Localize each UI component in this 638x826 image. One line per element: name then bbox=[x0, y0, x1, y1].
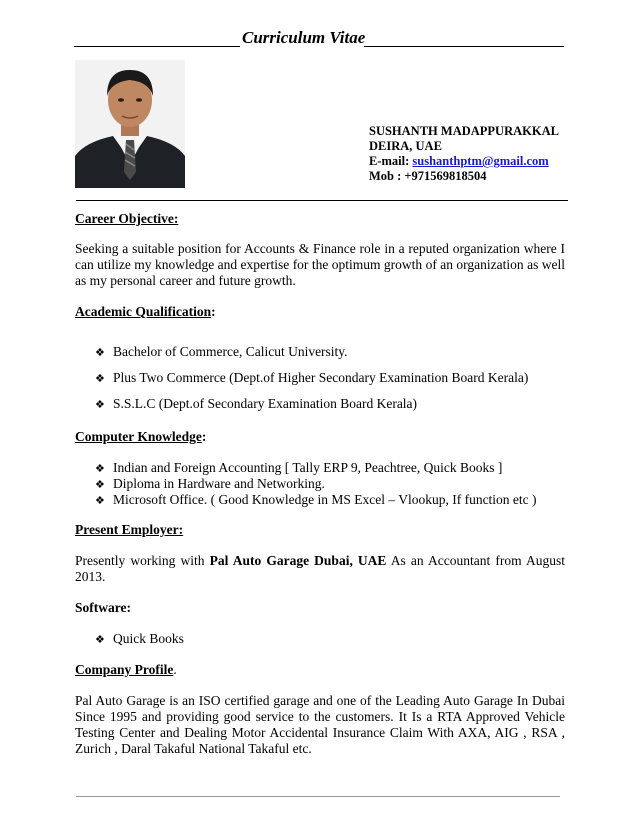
list-item: ❖ S.S.L.C (Dept.of Secondary Examination Board Kerala) bbox=[95, 396, 418, 411]
profile-photo bbox=[75, 60, 185, 188]
career-objective-text: Seeking a suitable position for Accounts & Finance role in a reputed organization where I can utilize my knowledge and expertise for the optimum growth of an organization as well as my personal career and future growth. bbox=[75, 241, 565, 288]
email-label: E-mail: bbox=[369, 154, 413, 168]
mobile-row bbox=[369, 169, 559, 184]
list-item: ❖ Microsoft Office. ( Good Knowledge in MS Excel – Vlookup, If function etc ) bbox=[95, 492, 537, 507]
list-item: ❖ Plus Two Commerce (Dept.of Higher Secondary Examination Board Kerala) bbox=[95, 370, 529, 385]
company-profile-text: Pal Auto Garage is an ISO certified garage and one of the Leading Auto Garage In Dubai Since 1995 and providing good service to the customers. It Is a RTA Approved Vehicle Testing Center and Dealing Motor Accidental Insurance Claim With AXA, AIG , RSA , Zurich , Daral Takaful National Takaful etc. bbox=[75, 693, 565, 756]
diamond-bullet-icon: ❖ bbox=[95, 633, 105, 646]
email-row bbox=[369, 154, 559, 169]
candidate-name: SUSHANTH MADAPPURAKKAL bbox=[369, 124, 559, 138]
cv-title-row bbox=[74, 28, 564, 50]
academic-heading: Academic Qualification: bbox=[75, 304, 216, 319]
academic-list bbox=[95, 339, 528, 417]
employer-company: Pal Auto Garage Dubai, UAE bbox=[209, 553, 387, 568]
list-item: ❖ Indian and Foreign Accounting [ Tally ERP 9, Peachtree, Quick Books ] bbox=[95, 460, 503, 475]
header-divider bbox=[76, 200, 568, 201]
computer-knowledge-heading: Computer Knowledge: bbox=[75, 429, 207, 444]
career-objective-heading: Career Objective: bbox=[75, 211, 179, 226]
diamond-bullet-icon: ❖ bbox=[95, 478, 105, 491]
candidate-location: DEIRA, UAE bbox=[369, 139, 442, 153]
title-rule-right bbox=[364, 46, 564, 47]
company-profile-heading: Company Profile. bbox=[75, 662, 177, 677]
present-employer-text: Presently working with Pal Auto Garage Dubai, UAE As an Accountant from August 2013. bbox=[75, 553, 565, 584]
list-item: ❖ Quick Books bbox=[95, 631, 184, 646]
software-list bbox=[95, 630, 184, 648]
list-item: ❖ Diploma in Hardware and Networking. bbox=[95, 476, 325, 491]
email-link[interactable]: sushanthptm@gmail.com bbox=[412, 154, 549, 168]
computer-knowledge-list bbox=[95, 460, 537, 508]
footer-divider bbox=[76, 796, 560, 797]
cv-title: Curriculum Vitae bbox=[242, 28, 366, 47]
mobile-label: Mob : bbox=[369, 169, 405, 183]
diamond-bullet-icon: ❖ bbox=[95, 462, 105, 475]
diamond-bullet-icon: ❖ bbox=[95, 398, 105, 411]
diamond-bullet-icon: ❖ bbox=[95, 494, 105, 507]
list-item: ❖ Bachelor of Commerce, Calicut University. bbox=[95, 344, 348, 359]
title-rule-left bbox=[74, 46, 240, 47]
mobile-number: +971569818504 bbox=[404, 169, 487, 183]
contact-block bbox=[369, 124, 559, 184]
diamond-bullet-icon: ❖ bbox=[95, 346, 105, 359]
software-heading: Software: bbox=[75, 600, 131, 615]
diamond-bullet-icon: ❖ bbox=[95, 372, 105, 385]
present-employer-heading: Present Employer: bbox=[75, 522, 184, 537]
